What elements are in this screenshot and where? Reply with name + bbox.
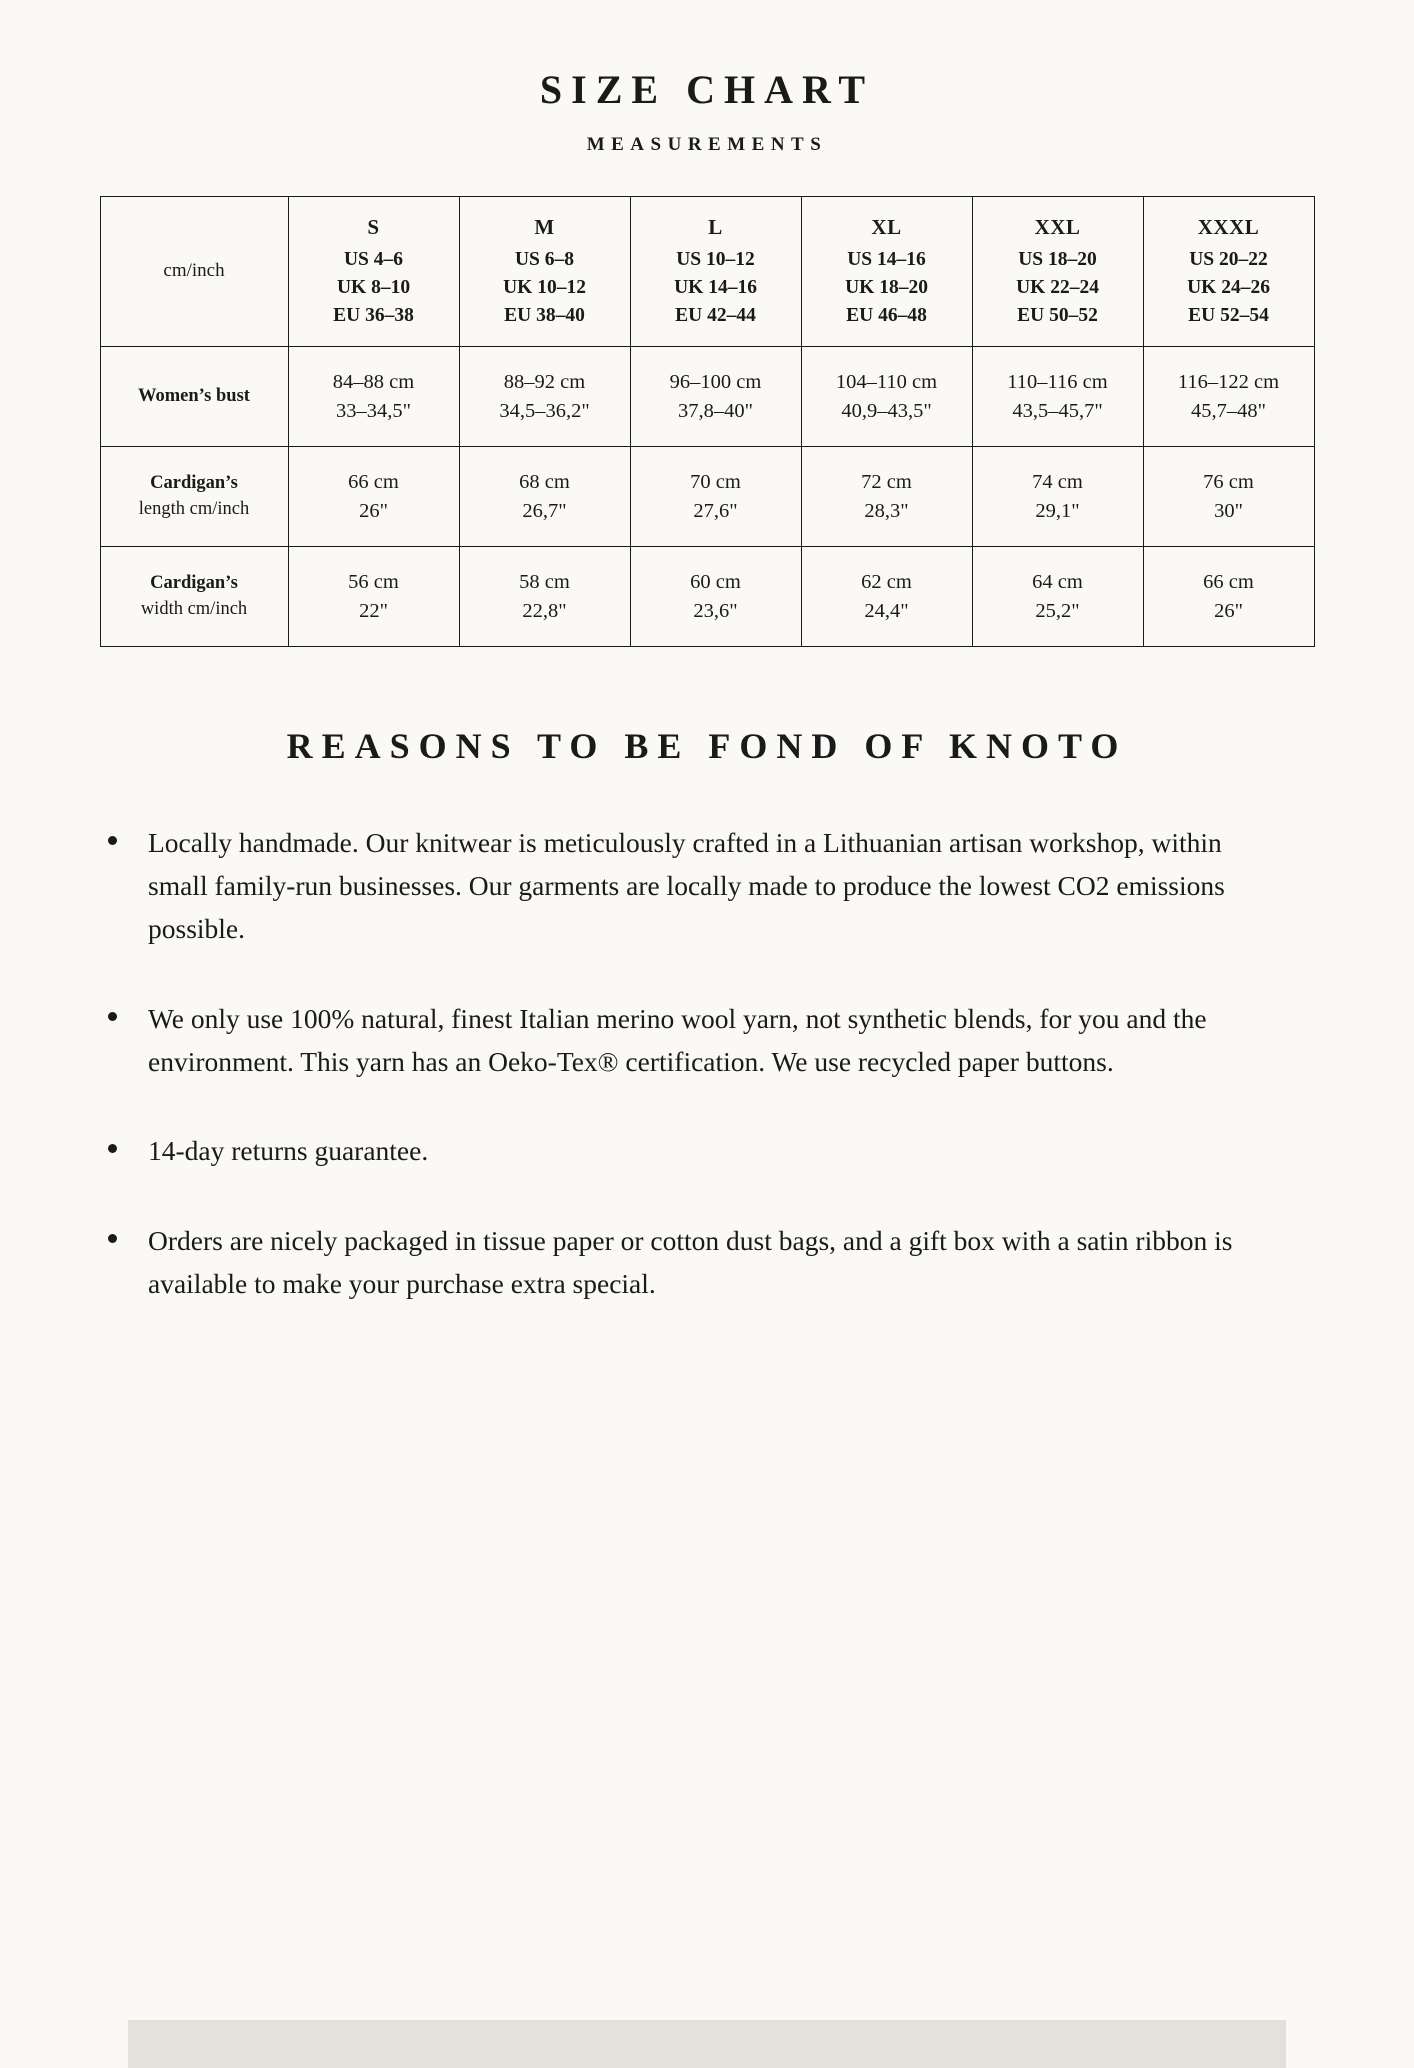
size-label: XXXL xyxy=(1197,214,1260,239)
eu-size: EU 38–40 xyxy=(504,305,585,327)
table-cell xyxy=(630,347,801,447)
table-cell xyxy=(972,447,1143,547)
list-item xyxy=(100,998,1286,1084)
size-label: L xyxy=(708,214,723,239)
table-cell xyxy=(1143,547,1314,647)
value-inch: 45,7–48" xyxy=(1191,399,1266,422)
table-cell xyxy=(972,347,1143,447)
value-cm: 76 cm xyxy=(1203,471,1254,494)
uk-size: UK 8–10 xyxy=(336,276,411,298)
table-cell xyxy=(801,347,972,447)
value-cm: 116–122 cm xyxy=(1177,371,1280,394)
uk-size: UK 14–16 xyxy=(674,276,757,298)
value-cm: 56 cm xyxy=(348,571,399,594)
list-item xyxy=(100,1220,1286,1306)
row-label-main: Women’s bust xyxy=(138,385,250,406)
row-label-main: Cardigan’s xyxy=(150,472,238,493)
size-chart-page xyxy=(0,68,1414,2068)
table-cell xyxy=(972,547,1143,647)
us-size: US 14–16 xyxy=(847,248,926,270)
eu-size: EU 50–52 xyxy=(1017,305,1098,327)
us-size: US 6–8 xyxy=(514,248,575,270)
value-cm: 68 cm xyxy=(519,471,570,494)
reasons-heading: REASONS TO BE FOND OF KNOTO xyxy=(286,726,1128,766)
column-header-m xyxy=(459,197,630,347)
value-cm: 62 cm xyxy=(861,571,912,594)
table-cell xyxy=(288,447,459,547)
size-chart-table-wrapper xyxy=(100,196,1315,647)
table-cell xyxy=(459,547,630,647)
value-inch: 26" xyxy=(359,499,388,522)
value-cm: 104–110 cm xyxy=(835,371,938,394)
uk-size: UK 22–24 xyxy=(1016,276,1099,298)
reasons-list xyxy=(0,822,1414,1306)
value-inch: 24,4" xyxy=(864,599,909,622)
table-cell xyxy=(459,447,630,547)
value-inch: 25,2" xyxy=(1035,599,1080,622)
bullet-icon xyxy=(108,1234,117,1243)
table-row xyxy=(100,347,1314,447)
size-label: XL xyxy=(871,214,902,239)
list-item-text: Locally handmade. Our knitwear is meticulously crafted in a Lithuanian artisan workshop, within small family-run businesses. Our garments are locally made to produce the lowest CO2 emissions possible. xyxy=(148,827,1225,944)
column-header-s xyxy=(288,197,459,347)
value-cm: 66 cm xyxy=(348,471,399,494)
table-cell xyxy=(1143,447,1314,547)
value-inch: 34,5–36,2" xyxy=(499,399,590,422)
table-cell xyxy=(459,347,630,447)
size-label: XXL xyxy=(1034,214,1081,239)
bullet-icon xyxy=(108,1144,117,1153)
uk-size: UK 18–20 xyxy=(845,276,928,298)
table-cell xyxy=(801,547,972,647)
value-cm: 72 cm xyxy=(861,471,912,494)
eu-size: EU 36–38 xyxy=(333,305,414,327)
row-label-cardigan-length xyxy=(100,447,288,547)
value-cm: 70 cm xyxy=(690,471,741,494)
column-header-xxxl xyxy=(1143,197,1314,347)
value-inch: 26,7" xyxy=(522,499,567,522)
value-cm: 64 cm xyxy=(1032,571,1083,594)
value-cm: 60 cm xyxy=(690,571,741,594)
page-subtitle: MEASUREMENTS xyxy=(586,134,828,155)
value-inch: 37,8–40" xyxy=(678,399,753,422)
value-inch: 40,9–43,5" xyxy=(841,399,932,422)
table-row xyxy=(100,447,1314,547)
list-item-text: We only use 100% natural, finest Italian merino wool yarn, not synthetic blends, for you and the environment. This yarn has an Oeko-Tex® certification. We use recycled paper buttons. xyxy=(148,1002,1207,1077)
value-inch: 27,6" xyxy=(693,499,738,522)
value-inch: 43,5–45,7" xyxy=(1012,399,1103,422)
value-cm: 58 cm xyxy=(519,571,570,594)
value-cm: 110–116 cm xyxy=(1007,371,1108,394)
value-cm: 66 cm xyxy=(1203,571,1254,594)
column-header-xxl xyxy=(972,197,1143,347)
size-label: S xyxy=(367,214,380,239)
list-item xyxy=(100,822,1286,951)
value-inch: 23,6" xyxy=(693,599,738,622)
table-header-row xyxy=(100,197,1314,347)
us-size: US 20–22 xyxy=(1189,248,1268,270)
value-cm: 96–100 cm xyxy=(669,371,762,394)
table-cell xyxy=(288,547,459,647)
table-cell xyxy=(1143,347,1314,447)
value-inch: 22" xyxy=(359,599,388,622)
size-chart-table xyxy=(100,196,1315,647)
table-cell xyxy=(630,447,801,547)
column-header-l xyxy=(630,197,801,347)
row-label-unit: width cm/inch xyxy=(140,598,248,619)
us-size: US 10–12 xyxy=(676,248,755,270)
us-size: US 18–20 xyxy=(1018,248,1097,270)
row-label-unit: length cm/inch xyxy=(138,498,250,519)
row-label-cardigan-width xyxy=(100,547,288,647)
value-inch: 28,3" xyxy=(864,499,909,522)
list-item-text: 14-day returns guarantee. xyxy=(148,1135,429,1167)
bullet-icon xyxy=(108,1012,117,1021)
uk-size: UK 10–12 xyxy=(503,276,586,298)
row-label-main: Cardigan’s xyxy=(150,572,238,593)
table-row xyxy=(100,547,1314,647)
column-header-xl xyxy=(801,197,972,347)
eu-size: EU 46–48 xyxy=(846,305,927,327)
table-corner-cell xyxy=(100,197,288,347)
value-cm: 74 cm xyxy=(1032,471,1083,494)
eu-size: EU 42–44 xyxy=(675,305,756,327)
value-inch: 26" xyxy=(1214,599,1243,622)
page-title: SIZE CHART xyxy=(539,67,875,112)
table-cell xyxy=(288,347,459,447)
table-cell xyxy=(801,447,972,547)
value-inch: 33–34,5" xyxy=(336,399,411,422)
value-inch: 30" xyxy=(1214,499,1243,522)
eu-size: EU 52–54 xyxy=(1188,305,1269,327)
value-inch: 22,8" xyxy=(522,599,567,622)
us-size: US 4–6 xyxy=(343,248,404,270)
uk-size: UK 24–26 xyxy=(1187,276,1270,298)
corner-label: cm/inch xyxy=(163,260,225,282)
list-item-text: Orders are nicely packaged in tissue paper or cotton dust bags, and a gift box with a satin ribbon is available to make your purchase extra special. xyxy=(148,1225,1233,1300)
value-inch: 29,1" xyxy=(1035,499,1080,522)
bullet-icon xyxy=(108,836,117,845)
value-cm: 84–88 cm xyxy=(332,371,415,394)
table-cell xyxy=(630,547,801,647)
row-label-womens-bust xyxy=(100,347,288,447)
value-cm: 88–92 cm xyxy=(503,371,586,394)
bottom-image-strip xyxy=(128,2020,1286,2068)
size-label: M xyxy=(534,214,555,239)
list-item xyxy=(100,1130,1286,1173)
